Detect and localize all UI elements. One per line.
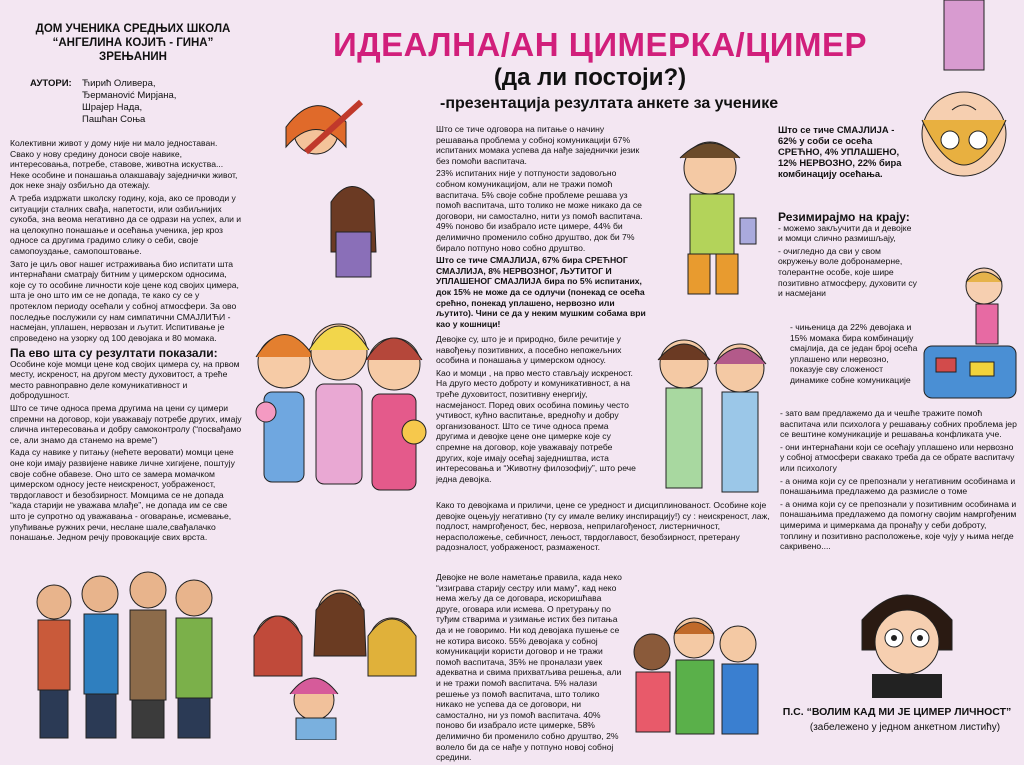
- school-line-3: ЗРЕЊАНИН: [99, 51, 167, 63]
- paragraph: Особине које момци цене код својих цимера су, на првом месту, искреност, на другом месту духовитост, а треће место равноправно деле комуникативност и добродушност.: [10, 358, 240, 401]
- column-2-girls: [436, 334, 636, 486]
- girl-figure-illustration: [276, 92, 406, 282]
- paragraph: Што се тиче односа према другима на цени су цимери спремни на договор, који уважавају потребе других, имају слична интересовања и добру самоконтролу (“посвађамо се, али знамо да станемо на време”): [10, 402, 242, 445]
- page-title: ИДЕАЛНА/АН ЦИМЕРКА/ЦИМЕР: [332, 26, 868, 63]
- girl-suitcase-illustration: [920, 262, 1020, 402]
- ps-note: (забележено у једном анкетном листићу): [809, 722, 1001, 733]
- authors-label: АУТОРИ:: [30, 78, 72, 89]
- paragraph: А треба издржати школску годину, која, ако се проводи у ситуацији сталних свађа, напетости, или озбиљнијих сукоба, зна веома негативно да се одрази на успех, али и на целокупно понашање и осећања ученика, јер кроз односе са другима градимо слику о себи, своје самопоуздање, самопоштовање.: [10, 192, 242, 256]
- author: Шрајер Нада,: [82, 102, 143, 113]
- column-1-intro: [10, 138, 242, 345]
- girl-phone-illustration: [650, 128, 776, 308]
- author: Ћирић Оливера,: [82, 78, 156, 89]
- friends-group-illustration: [626, 600, 776, 740]
- paragraph: - а онима који су се препознали у позитивним особинама и понашањима предлажемо да помогну својим намргођеним цимерима и цимеркама да пронађу у себи доброту, топлину и позитивно расположење, које чују у њима негде сакривено....: [780, 498, 1017, 552]
- paragraph: Девојке не воле наметање правила, када неко “изиграва старију сестру или маму”, кад неко нема жељу да се договара, искоришћава друге, оговара или исмева. О претурању по туђим стварима и узимање истих без питања да и не говоримо. Ни код девојака пушење се не котира високо. 55% девојака у собној комуникацији користи договор и не тражи помоћ васпитача, 35% не проналази увек адекватна и свима прихватљива решења, али и не тражи помоћ васпитача. 5% налази решење уз помоћ васпитача, што толико никако не успева да се договори, ни самостално, ни уз помоћ васпитача. 40% поново би изабрало исте цимерке, 58% делимично би променило собно друштво, 2% волело би да се нађе у потпуно новој собној средини.: [436, 572, 622, 763]
- paragraph: - зато вам предлажемо да и чешће тражите помоћ васпитача или психолога у решавању собних проблема јер се вештине комуникације и решавања конфликата уче.: [780, 408, 1017, 440]
- paragraph: 23% испитаних није у потпуности задовољно собном комуникацијом, али не тражи помоћ васпитача. 5% своје собне проблеме решава уз помоћ васпитача, што толико не може никако да се договори, ни самостално, нити уз помоћ васпитача. 49% поново би изабрало исте цимере, 44% би делимично променило собно друштво, док би 7% бирало потпуно ново собно друштво.: [436, 168, 643, 253]
- paragraph: - а онима који су се препознали у негативним особинама и понашањима предлажемо да размисле о томе: [780, 475, 1016, 497]
- paragraph: - чињеница да 22% девојака и 15% момака бира комбинацију смајлија, да се један број осећа уплашено или нервозно, показује сву сложеност динамике собне комуникације: [790, 322, 918, 385]
- smajli-girls: Што се тиче СМАЈЛИЈА - 62% у соби се осећа СРЕЋНО, 4% УПЛАШЕНО, 12% НЕРВОЗНО, 22% бира комбинацију осећања.: [778, 124, 902, 179]
- author: Ђерманović Мирјана,: [82, 90, 177, 101]
- school-name: [8, 22, 258, 64]
- paragraph: Како то девојкама и приличи, цене се уредност и дисциплинованост. Особине које девојке оцењују негативно (ту су имале велику инспирацију!) су : неискреност, лаж, подлост, намргођеност, бес, нервоза, неприлагођеност, листерничност, нерасположење, себичност, лењост, тврдоглавост, безобзирност, претерану радозналост, уображеност, размаженост.: [436, 500, 770, 553]
- paragraph: - они интернаћани који се осећају уплашено или нервозно у собној атмосфери свакако треба да се обрате васпитачу или психологу: [780, 441, 1015, 473]
- three-girls-illustration: [244, 302, 432, 542]
- column-1-results: [10, 348, 242, 545]
- ps-text: П.С. “ВОЛИМ КАД МИ ЈЕ ЦИМЕР ЛИЧНОСТ”: [782, 706, 1012, 718]
- column-2-boys: [436, 124, 648, 331]
- paragraph: Колективни живот у дому није ни мало једноставан. Свако у нову средину доноси своје навике, интересовања, потребе, ставове, животна искуства... Неке особине и понашања олакшавају заједнички живот, док неке знају озбиљно да отежају.: [10, 138, 238, 191]
- paragraph: Зато је циљ овог нашег истраживања био испитати шта интернаћани сматрају битним у цимерском односима, које су то особине личности које цене код својих цимера, шта је оно што им се не допада, те како су се у протеклом периоду осећали у собној атмосфери. За ово последње послужили су нам симпатични СМАЈЛИЋИ - насмејан, уплашен, нервозан и љутит. Испитивање је спроведено на узорку од 100 девојака и 80 момака.: [10, 258, 239, 343]
- paragraph: Када су навике у питању (нећете веровати) момци цене оне који имају развијене навике личне хигијене, поштују своје собне обавезе. Оно што се замера момачком цимерском односу јесте неискреност, уображеност, тврдоглавост и безобзирност. Момцима се не допада “када старији не уважава млађе”, не допада им се све што је супротно од уважавања - оговарање, исмевање, упућивање ружних речи, неслане шале,свађалачко понашање. Једном речју провокације свих врста.: [10, 447, 235, 543]
- author: Пашћан Соња: [82, 114, 146, 125]
- paragraph: Као и момци , на прво место стављају искреност. На друго место доброту и комуникативност, а на треће духовитост, позитивну енергију, насмејаност. Поред ових особина помињу често учтивост, кућно васпитање, вредноћу и добру организованост. Што се тиче односа према другима и девојке цене оне цимерке које су спремне на договор, које уважавају потребе других, које имају осећај заједништва, иста интересовања и “Животну филозофију”, што рече једна девојка.: [436, 367, 636, 484]
- paragraph: - можемо закључити да и девојке и момци слично размишљају,: [778, 222, 912, 244]
- authors: [30, 78, 250, 126]
- page-subtitle-2: -презентација резултата анкете за ученике: [440, 95, 779, 112]
- paragraph: Што се тиче СМАЈЛИЈА, 67% бира СРЕЋНОГ СМАЈЛИЈА, 8% НЕРВОЗНОГ, ЉУТИТОГ И УПЛАШЕНОГ СМАЈЛИЈА бира по 5% испитаних, док 15% не може да се одлучи (понекад се осећа срећно, понекад уплашено, нервозно или љутито). Чини се да у неким мушким собама ври као у кошници!: [436, 255, 646, 329]
- column-3-summary-3: [780, 408, 1020, 554]
- column-2-girls-2: [436, 500, 772, 555]
- school-line-2: “АНГЕЛИНА КОЈИЋ - ГИНА”: [52, 37, 214, 49]
- paragraph: Што се тиче одговора на питање о начину решавања проблема у собној комуникацији 67% испитаних момака успева да нађе заједнички језик без помоћи васпитача.: [436, 124, 640, 166]
- paragraph: Девојке су, што је и природно, биле речитије у навођењу позитивних, а посебно непожељних особина и понашања у цимерском односу.: [436, 334, 622, 366]
- school-line-1: ДОМ УЧЕНИКА СРЕДЊИХ ШКОЛА: [35, 23, 231, 35]
- boys-group-illustration: [26, 568, 222, 740]
- column-3-summary: [778, 212, 918, 301]
- summary-heading: Резимирајмо на крају:: [778, 210, 910, 224]
- girls-group-illustration: [244, 576, 424, 740]
- upside-down-girl-illustration: [904, 0, 1024, 214]
- page-subtitle: (да ли постоји?): [493, 64, 687, 91]
- two-friends-illustration: [646, 324, 776, 500]
- paragraph: - очигледно да сви у свом окружењу воле добронамерне, толерантне особе, које шире позитивно атмосферу, духовити су и насмејани: [778, 245, 917, 299]
- column-2-girls-3: [436, 572, 626, 765]
- column-3-summary-2: [790, 322, 918, 388]
- thinking-girl-illustration: [852, 580, 962, 700]
- results-heading: Па ево шта су резултати показали:: [10, 346, 218, 360]
